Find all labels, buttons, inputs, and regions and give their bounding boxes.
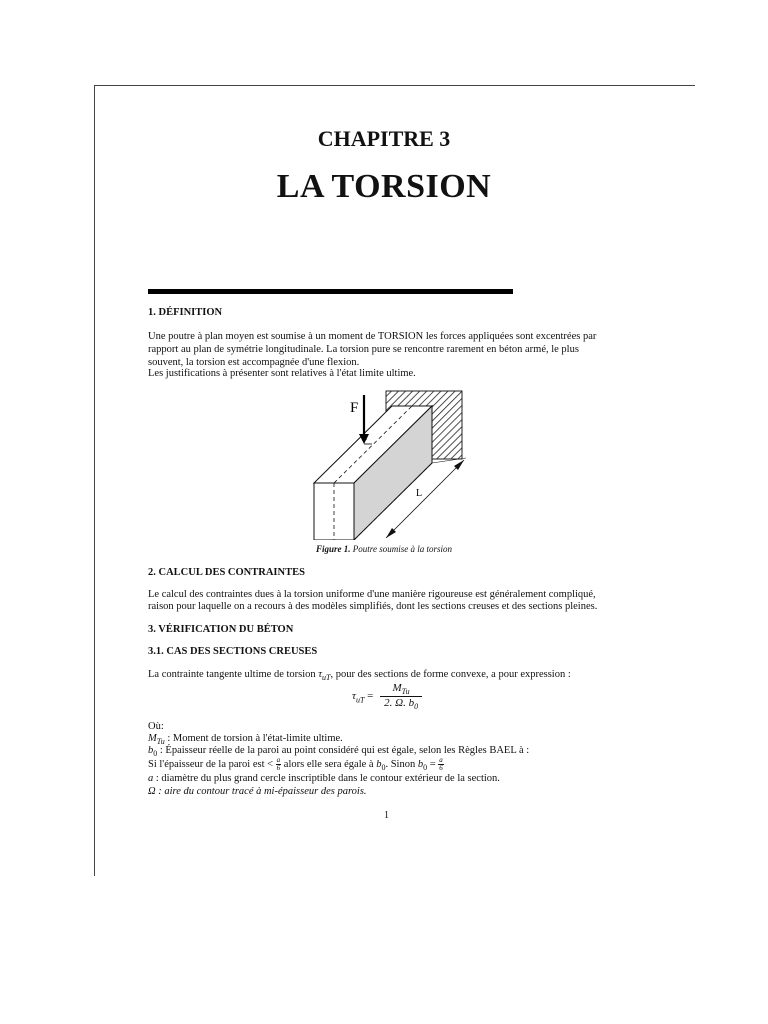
definitions-intro: Où: — [148, 721, 164, 732]
contrainte-intro: La contrainte tangente ultime de torsion $\tau_{uT}$, pour des sections de forme convexe, a pour expression : — [148, 669, 571, 683]
section-heading-calcul: 2. CALCUL DES CONTRAINTES — [148, 567, 305, 578]
definition-line-1: Une poutre à plan moyen est soumise à un moment de TORSION les forces appliquées sont excentrées par — [148, 331, 597, 342]
section-heading-verification: 3. VÉRIFICATION DU BÉTON — [148, 624, 294, 635]
title-rule — [148, 289, 513, 294]
definition-mtu: $M_{Tu}$ : Moment de torsion à l'état-limite ultime. — [148, 733, 343, 747]
force-label: F — [350, 400, 359, 416]
definition-thickness-rule: Si l'épaisseur de la paroi est < $\frac{a}{6}$ alors elle sera égale à $b_0$. Sinon $b_0$ = $\frac{a}{6}$ — [148, 756, 443, 772]
formula-fraction: $\frac{M_{Tu}}{2. \Omega. b_0}$ — [380, 682, 422, 711]
figure-caption-text: Poutre soumise à la torsion — [350, 544, 452, 554]
calcul-line-2: raison pour laquelle on a recours à des modèles simplifiés, dont les sections creuses et des sections pleines. — [148, 601, 598, 612]
definition-a: a : diamètre du plus grand cercle inscriptible dans le contour extérieur de la section. — [148, 773, 500, 784]
length-label: L — [416, 488, 423, 499]
chapter-title: LA TORSION — [276, 168, 492, 205]
definition-b0: $b_0$ : Épaisseur réelle de la paroi au point considéré qui est égale, selon les Règles BAEL à : — [148, 745, 530, 759]
page-number: 1 — [384, 810, 389, 821]
section-heading-creuses: 3.1. CAS DES SECTIONS CREUSES — [148, 646, 318, 657]
calcul-line-1: Le calcul des contraintes dues à la torsion uniforme d'une manière rigoureuse est généralement compliqué, — [148, 589, 596, 600]
definition-line-3: souvent, la torsion est accompagnée d'une flexion. — [148, 357, 360, 368]
definition-omega: Ω : aire du contour tracé à mi-épaisseur des parois. — [148, 786, 367, 797]
eccentricity-label: e — [364, 433, 368, 442]
figure-caption — [0, 544, 768, 554]
definition-line-2: rapport au plan de symétrie longitudinale. La torsion pure se rencontre rarement en béton armé, le plus — [148, 344, 579, 355]
torsion-stress-formula: $\tau_{uT}$ = $\frac{M_{Tu}}{2. \Omega. b_0}$ — [352, 682, 422, 711]
beam-torsion-figure — [300, 390, 480, 540]
section-heading-definition: 1. DÉFINITION — [148, 307, 223, 318]
chapter-label: CHAPITRE 3 — [317, 126, 451, 151]
figure-caption-number: Figure 1. — [316, 544, 351, 554]
definition-line-4: Les justifications à présenter sont relatives à l'état limite ultime. — [148, 368, 416, 379]
